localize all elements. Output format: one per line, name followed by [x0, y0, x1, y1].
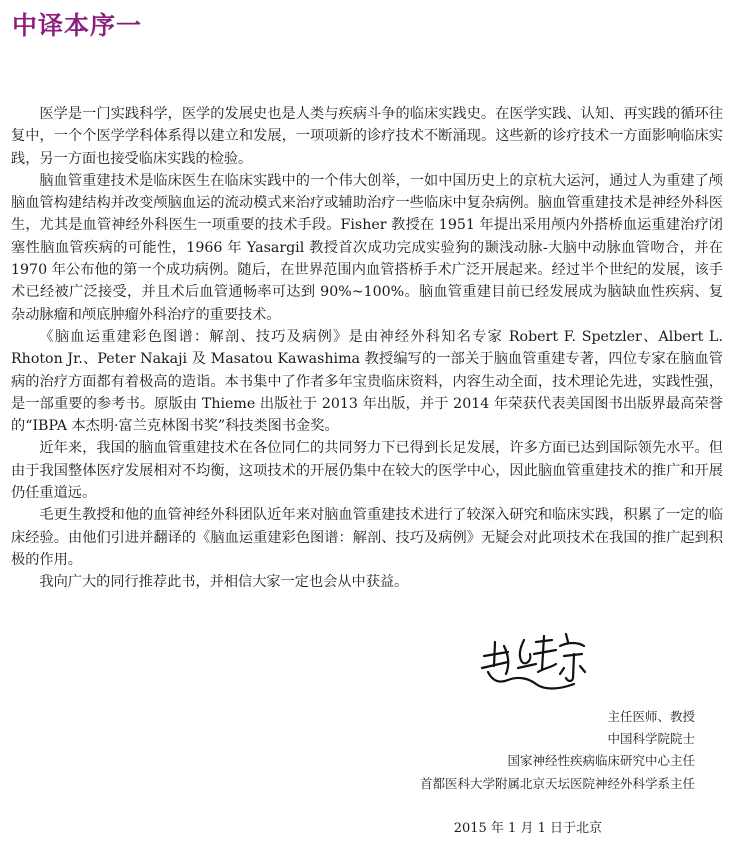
- paragraph-5: 毛更生教授和他的血管神经外科团队近年来对脑血管重建技术进行了较深入研究和临床实践，积累了一定的临床经验。由他们引进并翻译的《脑血运重建彩色图谱：解剖、技巧及病例》无疑会对此项技术在我国的推广起到积极的作用。: [11, 507, 723, 568]
- paragraph-6: 我向广大的同行推荐此书，并相信大家一定也会从中获益。: [39, 574, 409, 591]
- paragraph-2: 脑血管重建技术是临床医生在临床实践中的一个伟大创举，一如中国历史上的京杭大运河，通过人为重建了颅脑血管构建结构并改变颅脑血运的流动模式来治疗或辅助治疗一些临床中复杂病例。脑血管重建技术是神经外科医生，尤其是血管神经外科医生一项重要的技术手段。Fisher 教授在 1951 年提出采用颅内外搭桥血运重建治疗闭塞性脑血管疾病的可能性，1966 年 Yasargil 教授首次成功完成实验狗的颞浅动脉-大脑中动脉血管吻合，并在 1970 年公布他的第一个成功病例。随后，在世界范围内血管搭桥手术广泛开展起来。经过半个世纪的发展，该手术已经被广泛接受，并且术后血管通畅率可达到 90%~100%。脑血管重建目前已经发展成为脑缺血性疾病、复杂动脉瘤和颅底肿瘤外科治疗的重要技术。: [11, 172, 723, 323]
- author-hospital-line: 首都医科大学附属北京天坛医院神经外科学系主任: [419, 775, 695, 791]
- date-line: 2015 年 1 月 1 日于北京: [453, 821, 602, 836]
- author-title-line: 主任医师、教授: [607, 709, 695, 724]
- author-block: [420, 706, 695, 795]
- preface-body: [11, 103, 723, 594]
- handwritten-signature: [478, 628, 590, 698]
- paragraph-3: 《脑血运重建彩色图谱：解剖、技巧及病例》是由神经外科知名专家 Robert F. Spetzler、Albert L. Rhoton Jr.、Peter Nakaji 及 Masatou Kawashima 教授编写的一部关于脑血管重建专著，四位专家在脑血管病的治疗方面都有着极高的造诣。本书集中了作者多年宝贵临床资料，内容生动全面，技术理论先进，实践性强，是一部重要的参考书。原版由 Thieme 出版社于 2013 年出版，并于 2014 年荣获代表美国图书出版界最高荣誉的“IBPA 本杰明·富兰克林图书奖”科技类图书金奖。: [11, 328, 723, 435]
- author-center-line: 国家神经性疾病临床研究中心主任: [507, 753, 695, 769]
- page-title: 中译本序一: [12, 11, 143, 40]
- author-academy-line: 中国科学院院士: [607, 731, 695, 747]
- signature-drawing: [478, 628, 590, 698]
- paragraph-1: 医学是一门实践科学，医学的发展史也是人类与疾病斗争的临床实践史。在医学实践、认知、再实践的循环往复中，一个个医学学科体系得以建立和发展，一项项新的诊疗技术不断涌现。这些新的诊疗技术一方面影响临床实践，另一方面也接受临床实践的检验。: [11, 106, 723, 167]
- paragraph-4: 近年来，我国的脑血管重建技术在各位同仁的共同努力下已得到长足发展，许多方面已达到国际领先水平。但由于我国整体医疗发展相对不均衡，这项技术的开展仍集中在较大的医学中心，因此脑血管重建技术的推广和开展仍任重道远。: [11, 440, 723, 502]
